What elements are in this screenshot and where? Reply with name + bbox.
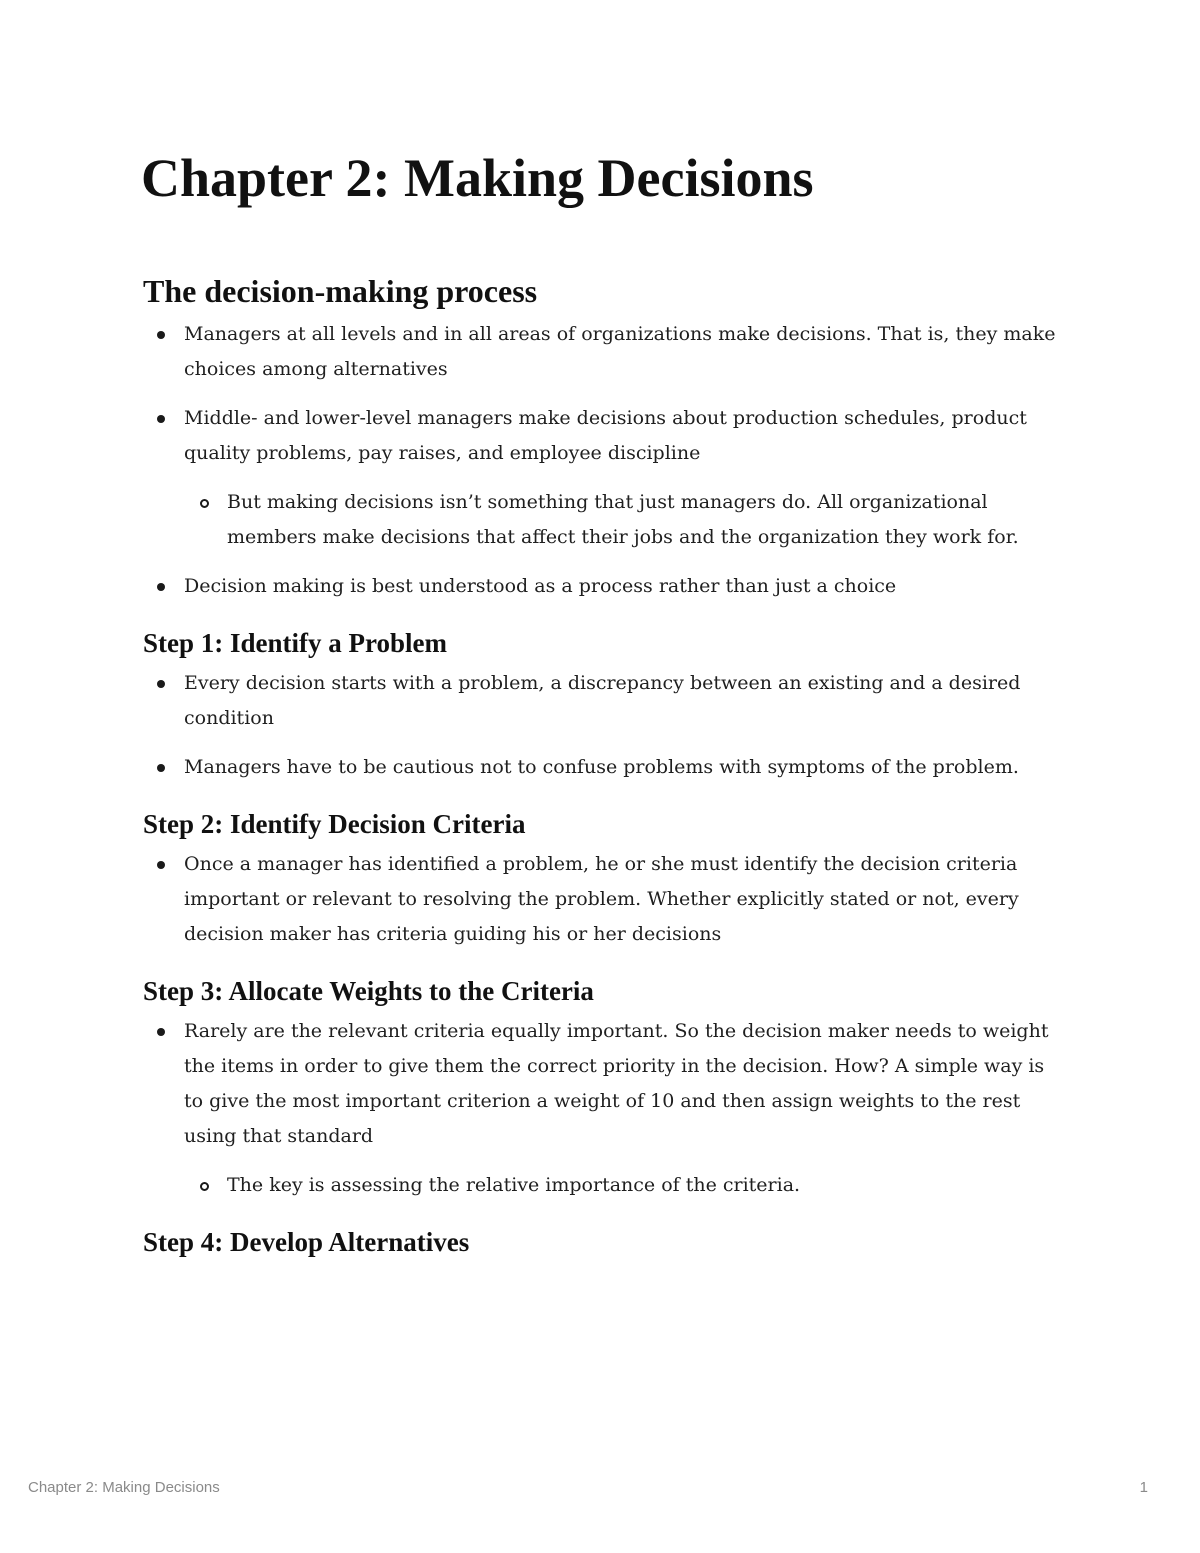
- bullet-disc-icon: [157, 583, 165, 591]
- list-item: [143, 569, 1063, 604]
- list-item-text: Once a manager has identified a problem, he or she must identify the decision criteria important or relevant to resolving the problem. Whether explicitly stated or not, every decision maker has criteria guiding his or her decisions: [184, 853, 1019, 945]
- bullet-disc-icon: [157, 1028, 165, 1036]
- list-item-text: Managers have to be cautious not to confuse problems with symptoms of the problem.: [184, 756, 1019, 778]
- list-item: [143, 666, 1063, 736]
- intro-bullet-list: [143, 317, 1063, 604]
- section-title: The decision-making process: [143, 273, 538, 309]
- list-item: [143, 317, 1063, 387]
- step-4-heading: Step 4: Develop Alternatives: [143, 1227, 470, 1257]
- document-content: [143, 140, 1063, 1265]
- list-item-text: Every decision starts with a problem, a discrepancy between an existing and a desired condition: [184, 672, 1021, 729]
- bullet-disc-icon: [157, 764, 165, 772]
- step-3-heading: Step 3: Allocate Weights to the Criteria: [143, 976, 594, 1006]
- list-item: [143, 750, 1063, 785]
- list-item-text: Managers at all levels and in all areas of organizations make decisions. That is, they make choices among alternatives: [184, 323, 1056, 380]
- list-item-text: Rarely are the relevant criteria equally important. So the decision maker needs to weight the items in order to give them the correct priority in the decision. How? A simple way is to give the most important criterion a weight of 10 and then assign weights to the rest using that standard: [184, 1020, 1049, 1147]
- sub-list-item: [143, 1168, 1063, 1203]
- bullet-circle-icon: [200, 1182, 209, 1191]
- sub-list-item: [143, 485, 1063, 555]
- bullet-disc-icon: [157, 861, 165, 869]
- bullet-disc-icon: [157, 331, 165, 339]
- bullet-disc-icon: [157, 415, 165, 423]
- step-3-bullet-list: [143, 1014, 1063, 1203]
- list-item-text: But making decisions isn’t something that just managers do. All organizational members make decisions that affect their jobs and the organization they work for.: [227, 491, 1019, 548]
- bullet-disc-icon: [157, 680, 165, 688]
- step-1-heading: Step 1: Identify a Problem: [143, 628, 447, 658]
- list-item: [143, 401, 1063, 471]
- list-item-text: Decision making is best understood as a process rather than just a choice: [184, 575, 897, 597]
- footer-title: Chapter 2: Making Decisions: [28, 1479, 220, 1496]
- list-item-text: The key is assessing the relative importance of the criteria.: [227, 1174, 801, 1196]
- step-2-heading: Step 2: Identify Decision Criteria: [143, 809, 526, 839]
- step-1-bullet-list: [143, 666, 1063, 785]
- list-item-text: Middle- and lower-level managers make decisions about production schedules, product quality problems, pay raises, and employee discipline: [184, 407, 1027, 464]
- list-item: [143, 1014, 1063, 1154]
- chapter-title: Chapter 2: Making Decisions: [141, 148, 814, 208]
- bullet-circle-icon: [200, 499, 209, 508]
- footer-page-number: 1: [1139, 1479, 1148, 1496]
- list-item: [143, 847, 1063, 952]
- step-2-bullet-list: [143, 847, 1063, 952]
